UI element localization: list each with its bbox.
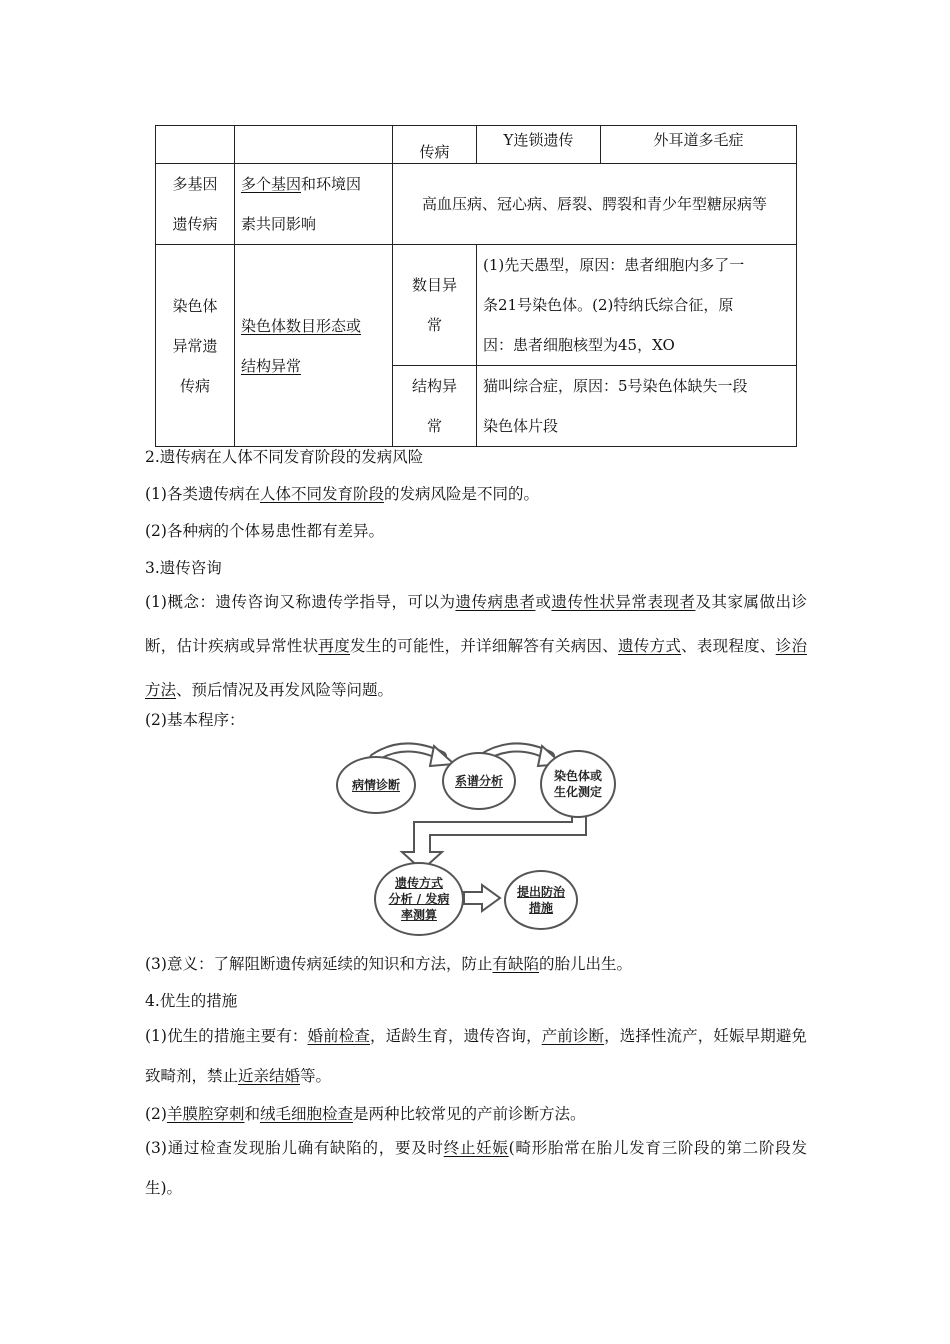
- cell-line: 传病: [179, 376, 210, 395]
- cell-line: 多基因: [172, 175, 218, 193]
- cell-line: 数目异: [411, 276, 457, 294]
- paragraph: [145, 1128, 807, 1208]
- underlined-term: 诊治方法: [145, 637, 807, 699]
- text-span: (3)通过检查发现胎儿确有缺陷的，要及时: [145, 1139, 444, 1157]
- table-row: [156, 245, 797, 366]
- flow-node-inheritance-analysis: [374, 862, 464, 936]
- cell-line: 猫叫综合症，原因：5号染色体缺失一段: [483, 377, 748, 395]
- node-line: 遗传方式: [394, 876, 443, 890]
- cell-line: 条21号染色体。(2)特纳氏综合征，原: [483, 296, 734, 314]
- text-span: (1)概念：遗传咨询又称遗传学指导，可以为: [145, 593, 456, 611]
- underlined-term: 再度: [318, 637, 350, 655]
- table-cell: [235, 245, 393, 447]
- cell-line: 常: [426, 417, 442, 435]
- text-span: 等。: [300, 1067, 332, 1085]
- node-label: 系谱分析: [454, 774, 503, 788]
- text-span: (畸形胎常在胎儿发育三阶段的第二阶段发生)。: [145, 1139, 807, 1197]
- table-cell: [156, 126, 235, 164]
- paragraph: (2)基本程序：: [145, 711, 245, 729]
- text-span: (2): [145, 1105, 167, 1123]
- cell-line: 常: [426, 316, 442, 334]
- flow-node-pedigree: [442, 752, 516, 810]
- cell-line: 素共同影响: [241, 215, 317, 233]
- cell-line: 染色体: [172, 296, 218, 315]
- paragraph: [145, 1016, 807, 1096]
- text-span: 、表现程度、: [681, 637, 776, 655]
- underlined-term: 绒毛细胞检查: [260, 1105, 354, 1123]
- procedure-flowchart: [334, 742, 624, 942]
- text-span: 及其家属做出诊断，估计疾病或异常性状: [145, 593, 807, 655]
- underlined-term: 有缺陷: [492, 955, 539, 973]
- cell-line: 异常遗: [172, 336, 218, 355]
- underlined-term: 终止妊娠: [443, 1139, 509, 1157]
- paragraph: (2)各种病的个体易患性都有差异。: [145, 522, 384, 540]
- node-line: 措施: [528, 901, 553, 915]
- text-span: 或: [535, 593, 552, 611]
- text-span: ，选择性流产，妊娠早期避免致畸剂，禁止: [145, 1027, 807, 1085]
- underlined-term: 婚前检查: [307, 1027, 370, 1045]
- underlined-term: 染色体数目形态或: [241, 316, 362, 335]
- underlined-term: 近亲结婚: [238, 1067, 301, 1085]
- section-2-title: 2.遗传病在人体不同发育阶段的发病风险: [145, 448, 424, 466]
- text-span: 的发病风险是不同的。: [383, 485, 539, 503]
- cell-line: 结构异: [411, 377, 457, 395]
- cell-line: 因：患者细胞核型为45，XO: [483, 336, 675, 354]
- underlined-term: 人体不同发育阶段: [259, 485, 384, 503]
- table-cell: Y连锁遗传: [477, 126, 601, 164]
- table-row: [156, 164, 797, 245]
- table-cell: [393, 366, 477, 447]
- underlined-term: 遗传方式: [618, 637, 682, 655]
- node-line: 分析 / 发病: [388, 892, 450, 906]
- right-arrow-icon: [464, 885, 500, 911]
- text-span: 是两种比较常见的产前诊断方法。: [353, 1105, 586, 1123]
- underlined-term: 多个基因: [241, 175, 302, 193]
- underlined-term: 遗传病患者: [455, 593, 536, 611]
- section-3-title: 3.遗传咨询: [145, 559, 222, 577]
- cell-line: [241, 164, 386, 204]
- paragraph: [145, 474, 807, 514]
- flow-node-chromosome-test: [540, 750, 616, 818]
- cell-line: 遗传病: [172, 215, 218, 233]
- table-cell: [393, 245, 477, 366]
- node-line: 染色体或: [553, 769, 602, 783]
- paragraph: [145, 944, 807, 984]
- table-cell: [156, 164, 235, 245]
- underlined-term: 结构异常: [241, 356, 302, 375]
- node-line: 生化测定: [553, 785, 602, 799]
- table-row: [156, 126, 797, 164]
- table-cell: [235, 126, 393, 164]
- underlined-term: 遗传性状异常表现者: [551, 593, 696, 611]
- table-cell: [235, 164, 393, 245]
- text-span: (1)优生的措施主要有：: [145, 1027, 308, 1045]
- elbow-arrow-icon: [402, 815, 586, 870]
- cell-line: 染色体片段: [483, 417, 559, 435]
- node-text: [554, 768, 602, 800]
- table-cell: 传病: [393, 126, 477, 164]
- node-label: 病情诊断: [351, 778, 400, 792]
- table-cell: [156, 245, 235, 447]
- table-cell: 外耳道多毛症: [601, 126, 797, 164]
- flow-node-diagnosis: [336, 756, 416, 814]
- node-line: 提出防治: [516, 885, 565, 899]
- table-cell: [477, 366, 797, 447]
- node-text: [389, 875, 450, 923]
- text-span: 、预后情况及再发风险等问题。: [176, 681, 394, 699]
- text-span: (1)各类遗传病在: [145, 485, 260, 503]
- flow-node-prevention: [504, 870, 578, 930]
- text-span: ，适龄生育，遗传咨询，: [369, 1027, 542, 1045]
- node-text: [517, 884, 565, 916]
- section-4-title: 4.优生的措施: [145, 992, 238, 1010]
- cell-line: (1)先天愚型，原因：患者细胞内多了一: [483, 256, 745, 274]
- text-span: 和环境因: [301, 175, 362, 193]
- table-cell: 高血压病、冠心病、唇裂、腭裂和青少年型糖尿病等: [393, 164, 797, 245]
- underlined-term: 产前诊断: [541, 1027, 605, 1045]
- paragraph: [145, 580, 807, 712]
- text-span: 的胎儿出生。: [538, 955, 632, 973]
- underlined-term: 羊膜腔穿刺: [166, 1105, 245, 1123]
- node-line: 率测算: [400, 908, 437, 922]
- genetic-disease-table: [155, 125, 797, 447]
- text-span: 发生的可能性，并详细解答有关病因、: [349, 637, 619, 655]
- text-span: (3)意义：了解阻断遗传病延续的知识和方法，防止: [145, 955, 493, 973]
- table-cell: [477, 245, 797, 366]
- text-span: 和: [244, 1105, 260, 1123]
